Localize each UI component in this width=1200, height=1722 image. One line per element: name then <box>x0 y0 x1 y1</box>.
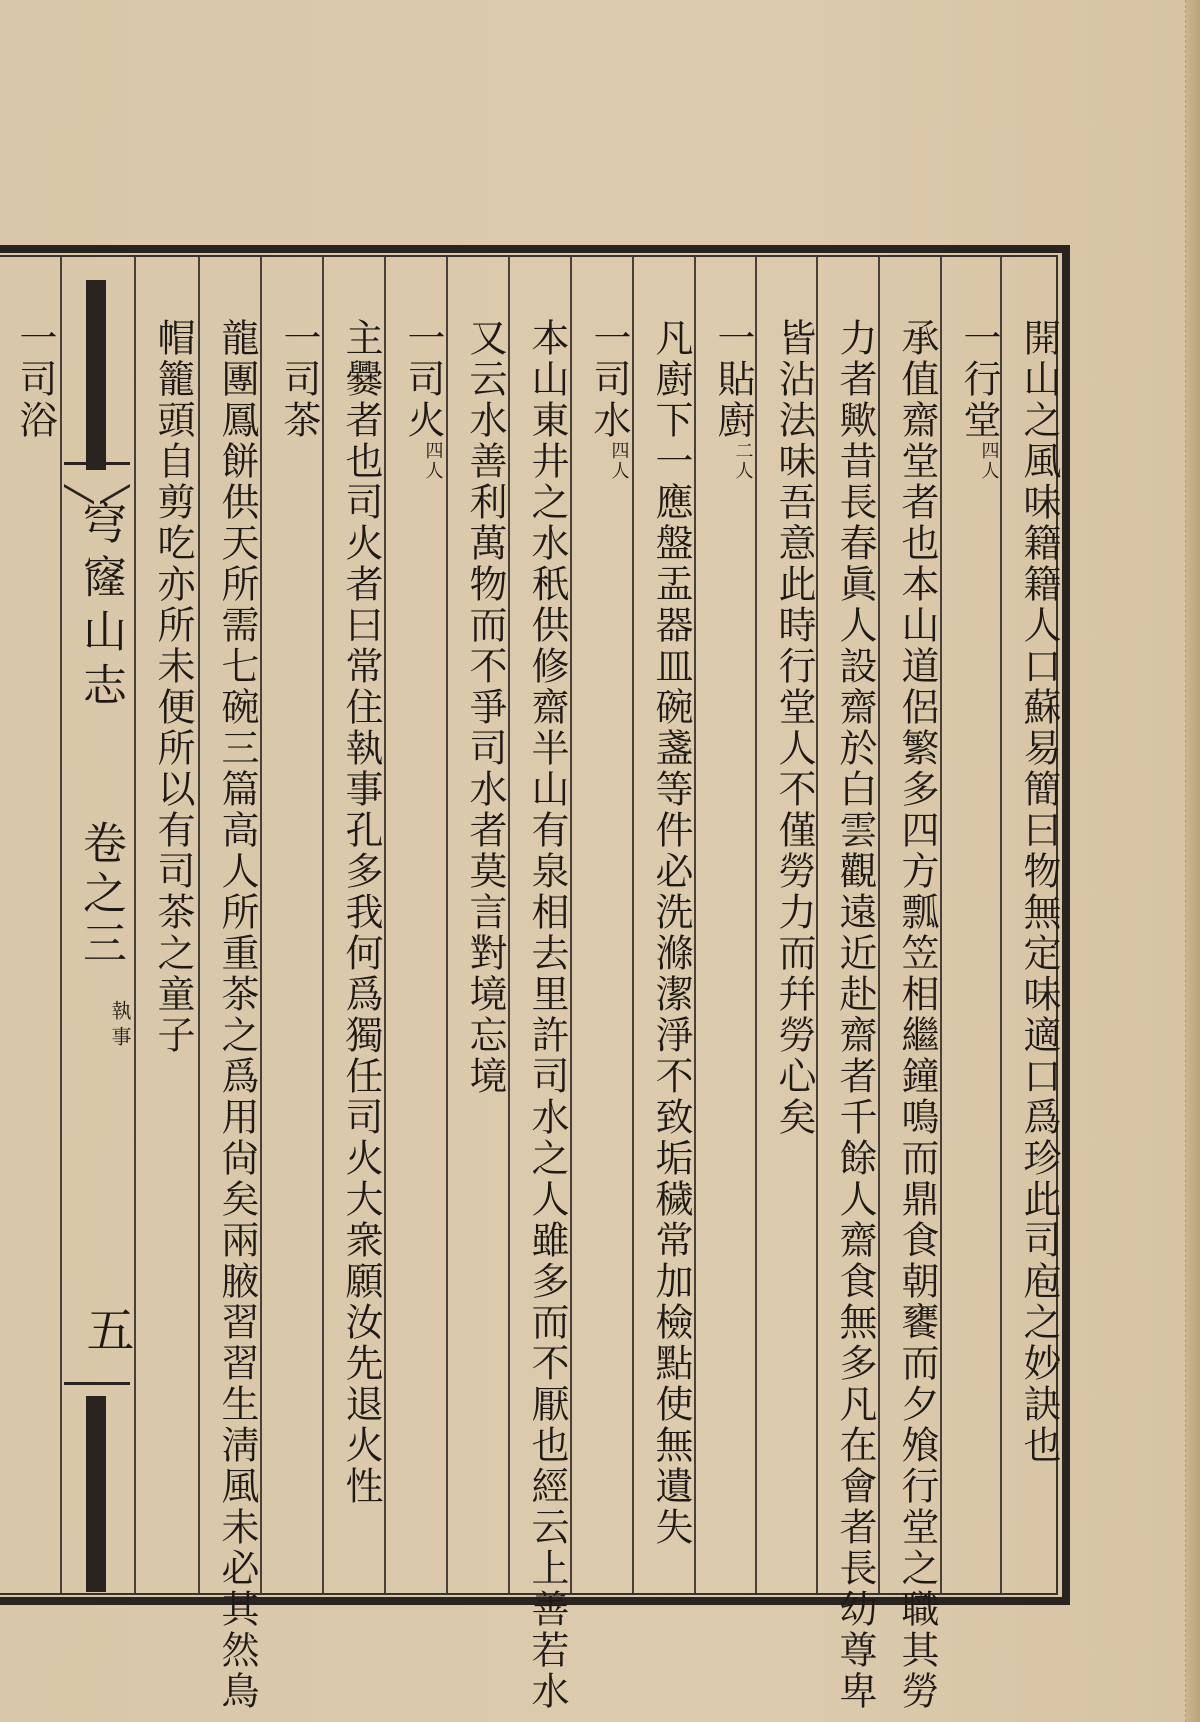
fishtail-bottom-mark <box>64 1382 130 1385</box>
text-column: 承值齋堂者也本山道侶繁多四方瓢笠相繼鐘鳴而鼎食朝饔而夕飧行堂之職其勞 <box>895 318 939 1712</box>
text-column: 凡廚下一應盤盂器皿碗盞等件必洗滌潔淨不致垢穢常加檢點使無遺失 <box>649 318 693 1548</box>
page-edge <box>1186 0 1200 1722</box>
column-rule <box>134 257 136 1593</box>
text-column: 一司茶 <box>277 318 321 441</box>
text-column: 一司水四人 <box>587 318 631 481</box>
fishtail-mark <box>64 462 130 493</box>
fishtail-bottom <box>86 1396 106 1592</box>
headcount-note: 四人 <box>422 441 444 481</box>
text-column: 一司火四人 <box>401 318 445 481</box>
book-title: 穹窿山志 <box>75 500 126 716</box>
stitch-line <box>1185 0 1187 1722</box>
text-column: 帽籠頭自剪吃亦所未便所以有司茶之童子 <box>151 318 195 1056</box>
fishtail-top <box>86 280 106 470</box>
column-rule <box>198 257 200 1593</box>
text-column: 力者歟昔長春眞人設齋於白雲觀遠近赴齋者千餘人齋食無多凡在會者長幼尊卑 <box>833 318 877 1712</box>
headcount-note: 四人 <box>608 441 630 481</box>
headcount-note: 二人 <box>732 441 754 481</box>
text-column: 一行堂四人 <box>957 318 1001 481</box>
section-label: 執事 <box>108 1000 132 1052</box>
text-column: 又云水善利萬物而不爭司水者莫言對境忘境 <box>463 318 507 1097</box>
text-column: 皆沾法味吾意此時行堂人不僅勞力而幷勞心矣 <box>772 318 816 1138</box>
text-column: 主爨者也司火者曰常住執事孔多我何爲獨任司火大衆願汝先退火性 <box>339 318 383 1507</box>
text-column: 本山東井之水秖供修齋半山有泉相去里許司水之人雖多而不厭也經云上善若水 <box>525 318 569 1712</box>
column-rule <box>60 257 62 1593</box>
text-column: 一貼廚二人 <box>711 318 755 481</box>
volume-label: 卷之三 <box>75 820 126 970</box>
folio-number: 五 <box>78 1305 134 1353</box>
text-column: 一司浴 <box>13 318 57 441</box>
text-column: 開山之風味籍籍人口蘇易簡曰物無定味適口爲珍此司庖之妙訣也 <box>1017 318 1061 1466</box>
column-rule <box>322 257 324 1593</box>
text-column: 龍團鳳餅供天所需七碗三篇高人所重茶之爲用尙矣兩腋習習生淸風未必其然鳥 <box>215 318 259 1712</box>
headcount-note: 四人 <box>978 441 1000 481</box>
